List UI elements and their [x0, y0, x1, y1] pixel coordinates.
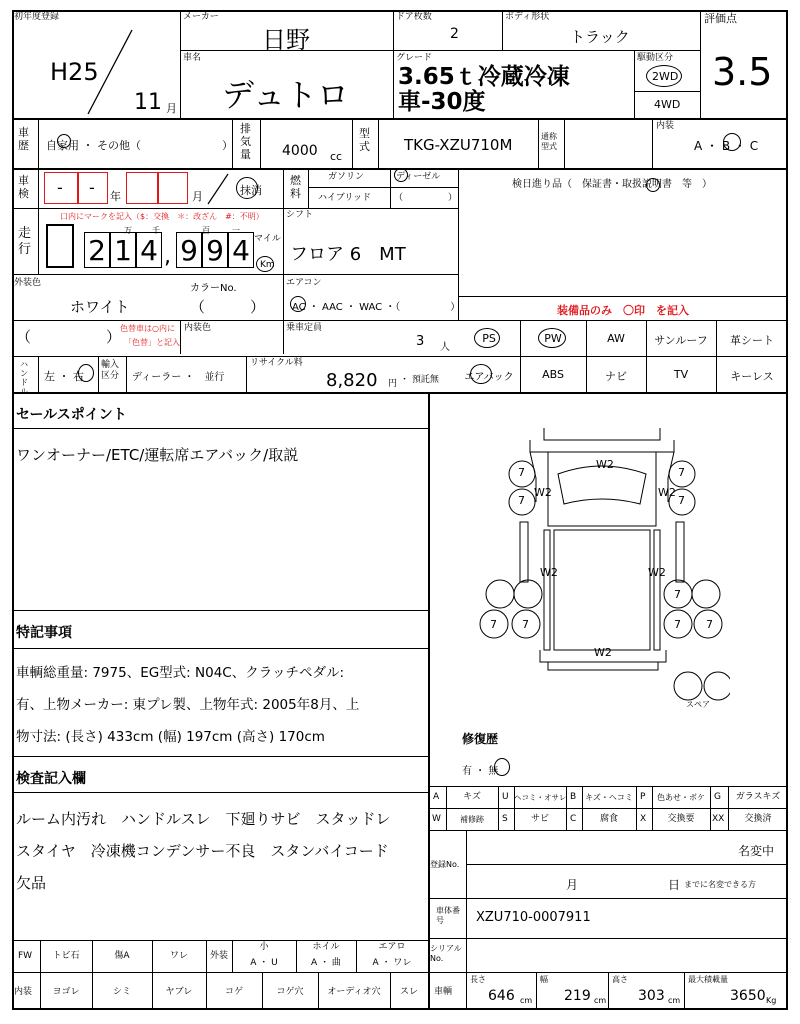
interior-item: シミ [112, 987, 131, 997]
expired: 抹消 [240, 184, 262, 197]
windshield [558, 466, 646, 504]
car-name-label: 車名 [183, 53, 202, 63]
front-bumper [544, 428, 660, 440]
spare-label: スペア [686, 700, 710, 709]
mark-7: 7 [674, 618, 681, 631]
wheel-value: A ・ 曲 [311, 958, 341, 968]
interior-item: コゲ [224, 987, 243, 997]
vehicle-length: 646 [488, 988, 515, 1004]
unit-man: 万 [124, 226, 132, 235]
legend-code: C [570, 814, 577, 824]
import-label: 輸入区分 [101, 360, 120, 381]
small-value: A ・ U [250, 958, 278, 968]
expired-circle [236, 177, 258, 199]
interior-item: スレ [399, 987, 418, 997]
interior-bottom-label: 内装 [14, 987, 33, 997]
cargo-right-rail [654, 530, 660, 650]
vehicle-height: 303 [638, 988, 665, 1004]
mark-7: 7 [518, 494, 525, 507]
left-side-panel [520, 522, 528, 582]
usage-circle [57, 134, 71, 148]
fw-item: ワレ [169, 951, 188, 961]
mark-w2: W2 [534, 486, 552, 499]
mark-7: 7 [522, 618, 529, 631]
interior-item: ヤブレ [165, 987, 193, 997]
mark-7: 7 [518, 466, 525, 479]
interior-item: オーディオ穴 [327, 987, 381, 997]
aircon-label: エアコン [286, 278, 322, 288]
usage-close: ） [222, 139, 233, 152]
shift: フロア 6 MT [290, 244, 406, 265]
mileage-note: 口内にマークを記入（$：交換 ＊：改ざん #：不明） [60, 212, 264, 221]
equip-pw: PW [544, 332, 562, 345]
special-line: 有、上物メーカー: 東プレ製、上物年式: 2005年8月、上 [16, 697, 360, 713]
inspection-label: 車検 [18, 174, 29, 200]
front-bumper-lower [530, 440, 674, 452]
legend-desc: ガラスキズ [735, 792, 781, 802]
mark-w2: W2 [658, 486, 676, 499]
first-reg-month: 11 [134, 90, 162, 115]
width-label: 幅 [540, 975, 548, 984]
month-unit-3: 月 [192, 190, 203, 203]
length-label: 長さ [470, 975, 486, 984]
drive-4wd: 4WD [654, 98, 681, 111]
drive-2wd-circle [646, 65, 682, 87]
doors-label: ドア枚数 [396, 12, 432, 22]
equip-pw-circle [538, 328, 566, 348]
special-line: 車輌総重量: 7975、EG型式: N04C、クラッチペダル: [16, 665, 345, 681]
interior-color-label: 内装色 [184, 323, 212, 333]
common-model-label: 通称型式 [541, 132, 557, 151]
recycle-note: ・ 預託無 [400, 375, 439, 385]
registration-day: 日 [668, 878, 681, 892]
km-circle [256, 256, 274, 272]
wheel [486, 580, 514, 608]
registration-month: 月 [566, 878, 579, 892]
height-label: 高さ [612, 975, 628, 984]
capacity-unit: 人 [440, 342, 450, 353]
height-unit: cm [668, 996, 681, 1005]
inspection-title: 検査記入欄 [16, 771, 86, 787]
repair-value: 有 ・ 無 [462, 766, 499, 777]
mark-7: 7 [678, 466, 685, 479]
first-reg-label: 初年度登録 [14, 12, 60, 22]
capacity: 3 [416, 334, 425, 349]
registration-deadline: までに名変できる方 [684, 880, 756, 889]
aircon: AC ・ AAC ・ WAC ・（ ） [292, 302, 461, 313]
dash-1: - [57, 178, 63, 197]
legend-code: B [570, 792, 577, 802]
score-label: 評価点 [704, 12, 737, 25]
vehicle-width: 219 [564, 988, 591, 1004]
month-unit: 月 [166, 102, 177, 115]
color-no-paren: （ ） [190, 298, 266, 316]
equip-navi: ナビ [605, 370, 627, 383]
mark-7: 7 [674, 588, 681, 601]
docs-circle [646, 178, 660, 192]
length-unit: cm [520, 996, 533, 1005]
name-change-status: 名変中 [738, 844, 775, 858]
equipment-title: 装備品のみ 〇印 を記入 [557, 304, 689, 317]
equip-ps: PS [482, 332, 496, 345]
vehicle-size-label: 車輌 [434, 987, 453, 997]
legend-code: W [432, 814, 441, 824]
legend-code: XX [712, 814, 725, 824]
model-label: 型式 [359, 127, 370, 153]
mileage-digit: 9 [202, 232, 228, 268]
registration-label: 登録No. [430, 860, 460, 869]
cargo-box [554, 530, 650, 650]
legend-code: U [502, 792, 509, 802]
mark-7: 7 [706, 618, 713, 631]
mileage-digit: 1 [110, 232, 136, 268]
interior-item: コゲ穴 [276, 987, 304, 997]
fw-item: 傷A [114, 951, 130, 961]
fuel-gasoline: ガソリン [328, 172, 365, 182]
chassis-label: 車体番号 [436, 906, 460, 925]
recycle-unit: 円 [388, 379, 398, 389]
legend-desc: 色あせ・ボケ [657, 793, 705, 802]
dash-2: - [89, 178, 95, 197]
displacement-label: 排気量 [240, 122, 251, 161]
wheel [514, 580, 542, 608]
legend-desc: 補修跡 [460, 815, 484, 824]
doors: 2 [450, 26, 459, 42]
displacement: 4000 [282, 143, 318, 159]
right-side-panel [676, 522, 684, 582]
spare-wheel [704, 672, 730, 700]
color-change-note1: 色替車は○内に [120, 324, 175, 333]
legend-code: S [502, 814, 508, 824]
special-title: 特記事項 [16, 625, 72, 641]
mileage-mile: マイル [254, 234, 281, 244]
wheel-label: ホイル [312, 942, 340, 952]
color-no-label: カラーNo. [190, 283, 237, 294]
mark-w2: W2 [594, 646, 612, 659]
model: TKG-XZU710M [404, 136, 513, 154]
rear-bumper-lower [548, 662, 658, 670]
mileage-digit: 4 [136, 232, 162, 268]
interior-label: 内装 [656, 121, 675, 131]
diesel-circle [394, 168, 408, 182]
mileage-label: 走行 [18, 226, 32, 257]
sales-title: セールスポイント [16, 407, 127, 423]
unit-sen: 千 [152, 226, 160, 235]
color-change-paren: （ ） [16, 328, 122, 346]
equip-tv: TV [673, 368, 689, 381]
mileage-digit: 4 [228, 232, 254, 268]
inspection-box-4 [158, 172, 188, 204]
fuel-other: （ ） [394, 193, 458, 203]
drive-label: 駆動区分 [637, 53, 674, 63]
inspection-line: スタイヤ 冷凍機コンデンサー不良 スタンバイコード [16, 842, 389, 860]
legend-desc: 交換済 [744, 814, 772, 824]
aircon-circle [290, 296, 306, 312]
equip-sunroof: サンルーフ [654, 334, 708, 347]
mark-w2: W2 [648, 566, 666, 579]
displacement-unit: cc [330, 150, 343, 163]
handle-right-circle [78, 364, 94, 382]
score: 3.5 [712, 50, 773, 94]
mileage-mark-box [46, 224, 74, 268]
legend-desc: ヘコミ・オサレ [514, 793, 567, 802]
width-unit: cm [594, 996, 607, 1005]
drive-2wd: 2WD [652, 70, 679, 83]
slash-2 [204, 172, 232, 206]
inspection-box-3 [126, 172, 158, 204]
handle-value: 左 ・ 右 [44, 370, 84, 383]
fw-item: トビ石 [52, 951, 80, 961]
equip-ps-circle [474, 328, 500, 348]
maker-label: メーカー [183, 12, 219, 22]
legend-code: P [640, 792, 646, 802]
handle-label: ハンドル [20, 360, 28, 396]
legend-desc: 腐食 [599, 814, 618, 824]
equip-keyless: キーレス [730, 370, 774, 383]
equip-leather: 革シート [730, 334, 774, 347]
inspection-line: 欠品 [16, 874, 47, 892]
slash-mark [80, 28, 140, 116]
aero-value: A ・ ワレ [372, 958, 412, 968]
serial-label: シリアルNo. [430, 944, 462, 963]
aero-label: エアロ [378, 942, 406, 952]
repair-none-circle [494, 758, 510, 776]
fuel-hybrid: ハイブリッド [318, 193, 372, 203]
mileage-digit: 9 [176, 232, 202, 268]
chassis-number: XZU710-0007911 [476, 910, 591, 925]
legend-code: G [714, 792, 721, 802]
inspection-line: ルーム内汚れ ハンドルスレ 下廻りサビ スタッドレ [16, 810, 391, 828]
mileage-separator: , [164, 244, 171, 269]
maker: 日野 [262, 26, 310, 54]
equip-airbag: エアバック [464, 372, 514, 383]
mark-7: 7 [490, 618, 497, 631]
cargo-left-rail [544, 530, 550, 650]
recycle-label: リサイクル料 [250, 358, 303, 368]
history-label: 車歴 [18, 126, 29, 152]
equip-aw: AW [607, 332, 625, 345]
max-load: 3650 [730, 988, 766, 1004]
legend-desc: サビ [530, 814, 549, 824]
wheel [692, 580, 720, 608]
legend-desc: 交換要 [667, 814, 695, 824]
shift-label: シフト [286, 210, 314, 220]
recycle-fee: 8,820 [326, 370, 378, 391]
interior-b-circle [723, 133, 741, 151]
color-change-note2: 「色替」と記入 [124, 338, 180, 347]
mileage-digit: 2 [84, 232, 110, 268]
mileage-km: Km [260, 260, 275, 270]
grade-line2: 車-30度 [398, 89, 486, 115]
body-type: トラック [570, 28, 630, 46]
fuel-label: 燃料 [290, 174, 301, 200]
exterior-label: 外装 [210, 951, 229, 961]
year-unit: 年 [110, 190, 121, 203]
unit-ichi: 一 [232, 226, 240, 235]
legend-desc: キズ・ヘコミ [585, 793, 633, 802]
legend-code: X [640, 814, 647, 824]
usage: 自家用 ・ その他（ [46, 139, 141, 152]
max-load-label: 最大積載量 [688, 975, 728, 984]
mark-w2: W2 [596, 458, 614, 471]
unit-hyaku: 百 [202, 226, 210, 235]
sales-text: ワンオーナー/ETC/運転席エアバック/取説 [16, 446, 299, 464]
legend-desc: キズ [463, 792, 481, 802]
car-name: デュトロ [222, 76, 350, 114]
interior-item: ヨゴレ [52, 987, 80, 997]
exterior-color-label: 外装色 [14, 278, 42, 288]
fw-label: FW [18, 951, 33, 961]
equip-airbag-circle [470, 364, 492, 384]
special-line: 物寸法: (長さ) 433cm (幅) 197cm (高さ) 170cm [16, 729, 325, 745]
mark-w2: W2 [540, 566, 558, 579]
mark-7: 7 [678, 494, 685, 507]
dealer: ディーラー ・ 並行 [132, 372, 225, 383]
fuel-diesel: ディーゼル [396, 172, 441, 182]
spare-wheel [674, 672, 702, 700]
max-load-unit: Kg [766, 996, 777, 1005]
small-label: 小 [259, 942, 269, 952]
first-reg-year: H25 [50, 58, 99, 86]
capacity-label: 乗車定員 [286, 323, 323, 333]
grade-label: グレード [396, 53, 433, 63]
equip-abs: ABS [542, 368, 564, 381]
interior-grade: A ・ B ・ C [694, 139, 759, 153]
grade-line1: 3.65ｔ冷蔵冷凍 [398, 64, 570, 90]
body-label: ボディ形状 [505, 12, 550, 22]
documents: 検日進り品（ 保証書・取扱説明書 等 ） [512, 179, 712, 190]
exterior-color: ホワイト [70, 298, 130, 316]
legend-code: A [433, 792, 440, 802]
repair-title: 修復歴 [462, 732, 499, 746]
